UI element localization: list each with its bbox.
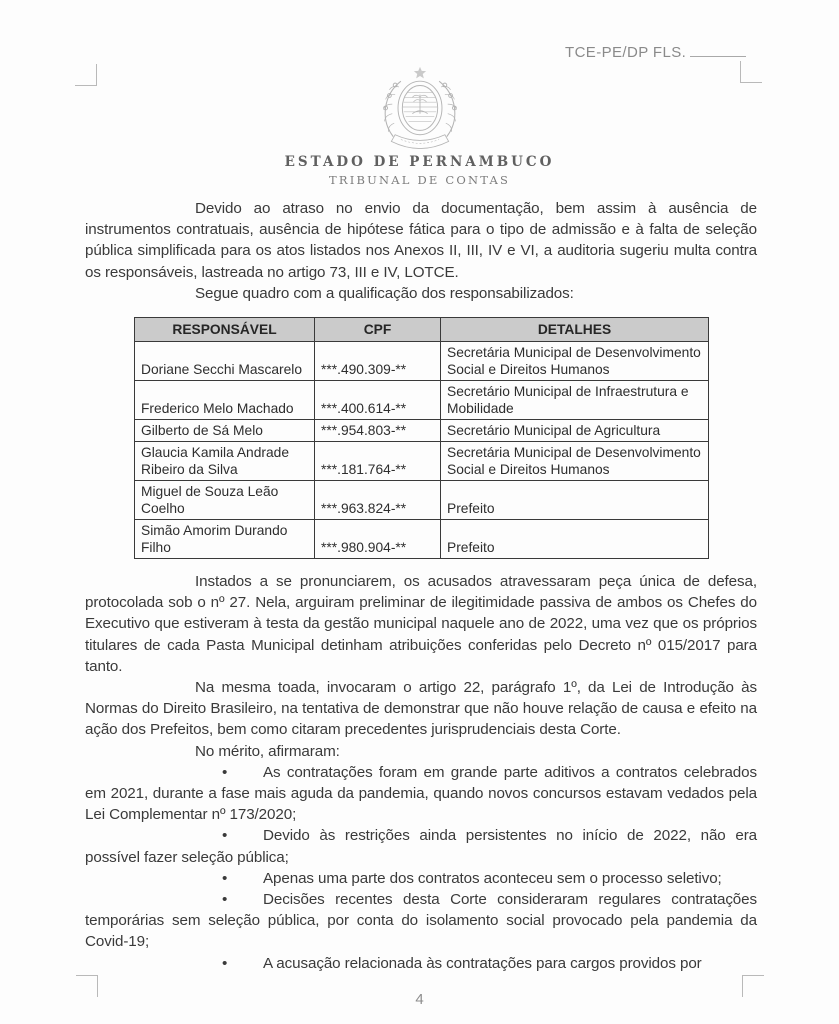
table-row (135, 381, 709, 420)
org-name-line2: TRIBUNAL DE CONTAS (328, 173, 511, 187)
bullet-icon: • (222, 763, 228, 781)
cpf-cell: ***.954.803-** (315, 420, 441, 442)
table-row (135, 420, 709, 442)
bullet-icon: • (222, 869, 228, 887)
coat-of-arms-emblem (362, 64, 478, 150)
cpf-cell: ***.490.309-** (315, 342, 441, 381)
table-row (135, 442, 709, 481)
detalhes-cell: Prefeito (441, 520, 709, 559)
paragraph-na-mesma-toada: Na mesma toada, invocaram o artigo 22, parágrafo 1º, da Lei de Introdução às Normas do Direito Brasileiro, na tentativa de demonstrar que não houve relação de causa e efeito na ação dos Prefeitos, bem como citaram precedentes jurisprudenciais desta Corte. (85, 679, 757, 739)
paragraph-segue-quadro: Segue quadro com a qualificação dos responsabilizados: (195, 284, 574, 302)
cpf-cell: ***.181.764-** (315, 442, 441, 481)
cpf-cell: ***.400.614-** (315, 381, 441, 420)
responsavel-cell: Doriane Secchi Mascarelo (135, 342, 315, 381)
table-column-header: CPF (315, 318, 441, 342)
responsavel-cell: Frederico Melo Machado (135, 381, 315, 420)
responsaveis-table-body (135, 342, 709, 559)
detalhes-cell: Prefeito (441, 481, 709, 520)
bullet-text: As contratações foram em grande parte aditivos a contratos celebrados em 2021, durante a fase mais aguda da pandemia, quando novos concursos estavam vedados pela Lei Complementar nº 173/2020; (85, 763, 757, 824)
table-column-header: RESPONSÁVEL (135, 318, 315, 342)
bullet-item (85, 953, 757, 974)
document-body (85, 198, 757, 974)
page-number: 4 (415, 991, 424, 1008)
corner-mark-top-right (740, 61, 762, 83)
paragraph-instados: Instados a se pronunciarem, os acusados atravessaram peça única de defesa, protocolada sob o nº 27. Nela, arguiram preliminar de ilegitimidade passiva de ambos os Chefes do Executivo que estiveram à testa da gestão municipal naquele ano de 2022, uma vez que os próprios titulares de cada Pasta Municipal detinham atribuições conferidas pelo Decreto nº 015/2017 para tanto. (85, 573, 757, 675)
bullet-icon: • (222, 891, 228, 909)
bullet-text: Devido às restrições ainda persistentes no início de 2022, não era possível fazer seleção pública; (85, 827, 757, 866)
responsavel-cell: Gilberto de Sá Melo (135, 420, 315, 442)
bullet-icon: • (222, 954, 228, 972)
merit-bullet-list (85, 762, 757, 974)
responsavel-cell: Glaucia Kamila Andrade Ribeiro da Silva (135, 442, 315, 481)
bullet-item (85, 889, 757, 953)
table-row (135, 342, 709, 381)
cpf-cell: ***.980.904-** (315, 520, 441, 559)
bullet-item (85, 868, 757, 889)
doc-reference-blank-line (690, 55, 746, 57)
cpf-cell: ***.963.824-** (315, 481, 441, 520)
doc-reference (565, 44, 746, 61)
table-column-header: DETALHES (441, 318, 709, 342)
bullet-text: Decisões recentes desta Corte consideraram regulares contratações temporárias sem seleção pública, por conta do isolamento social provocado pela pandemia da Covid-19; (85, 891, 757, 951)
paragraph-no-merito: No mérito, afirmaram: (195, 742, 340, 760)
bullet-text: A acusação relacionada às contratações para cargos providos por (263, 954, 702, 972)
paragraph-atraso-documentacao: Devido ao atraso no envio da documentação, bem assim à ausência de instrumentos contratuais, ausência de hipótese fática para o tipo de admissão e à falta de seleção pública simplificada para os atos listados nos Anexos II, III, IV e VI, a auditoria sugeriu multa contra os responsáveis, lastreada no artigo 73, III e IV, LOTCE. (85, 200, 757, 281)
bullet-item (85, 762, 757, 826)
bullet-icon: • (222, 827, 228, 845)
detalhes-cell: Secretária Municipal de Desenvolvimento Social e Direitos Humanos (441, 342, 709, 381)
detalhes-cell: Secretário Municipal de Agricultura (441, 420, 709, 442)
responsavel-cell: Simão Amorim Durando Filho (135, 520, 315, 559)
responsaveis-table (134, 317, 709, 559)
responsaveis-table-header (135, 318, 709, 342)
bullet-text: Apenas uma parte dos contratos aconteceu sem o processo seletivo; (263, 869, 722, 887)
detalhes-cell: Secretária Municipal de Desenvolvimento Social e Direitos Humanos (441, 442, 709, 481)
table-row (135, 520, 709, 559)
org-name-line1: ESTADO DE PERNAMBUCO (284, 154, 555, 170)
bullet-item (85, 825, 757, 867)
responsavel-cell: Miguel de Souza Leão Coelho (135, 481, 315, 520)
table-header-row (135, 318, 709, 342)
detalhes-cell: Secretário Municipal de Infraestrutura e Mobilidade (441, 381, 709, 420)
corner-mark-top-left (75, 64, 97, 86)
table-row (135, 481, 709, 520)
doc-reference-label: TCE-PE/DP FLS. (565, 44, 687, 61)
